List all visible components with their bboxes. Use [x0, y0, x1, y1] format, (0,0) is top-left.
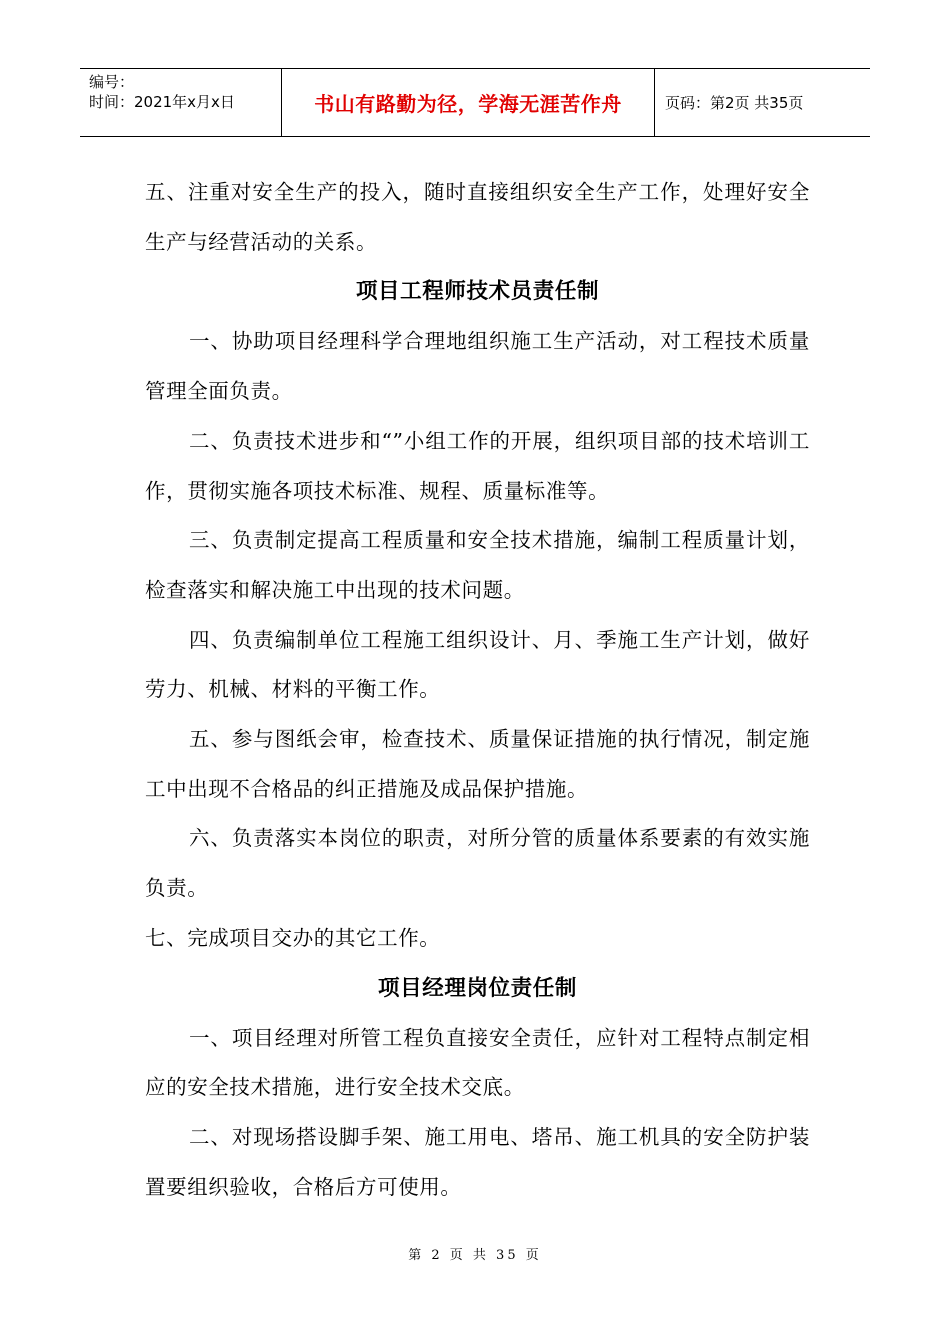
page-footer: 第 2 页 共 35 页	[408, 1248, 542, 1263]
paragraph: 三、负责制定提高工程质量和安全技术措施，编制工程质量计划，检查落实和解决施工中出现的技术问题。	[145, 528, 810, 602]
paragraph: 四、负责编制单位工程施工组织设计、月、季施工生产计划，做好劳力、机械、材料的平衡工作。	[145, 627, 810, 702]
paragraph: 五、参与图纸会审，检查技术、质量保证措施的执行情况，制定施工中出现不合格品的纠正措施及成品保护措施。	[145, 727, 810, 801]
paragraph: 七、完成项目交办的其它工作。	[145, 925, 441, 950]
document-header	[80, 68, 870, 137]
header-time-label: 时间：2021年x月x日	[89, 93, 235, 111]
header-number-label: 编号：	[89, 73, 135, 91]
header-motto: 书山有路勤为径，学海无涯苦作舟	[282, 69, 655, 136]
document-body	[145, 168, 810, 1212]
header-page-info: 页码：第2页 共35页	[665, 94, 804, 112]
paragraph: 二、对现场搭设脚手架、施工用电、塔吊、施工机具的安全防护装置要组织验收，合格后方可使用。	[145, 1124, 810, 1199]
paragraph: 一、协助项目经理科学合理地组织施工生产活动，对工程技术质量管理全面负责。	[145, 329, 810, 404]
paragraph: 一、项目经理对所管工程负直接安全责任，应针对工程特点制定相应的安全技术措施，进行安全技术交底。	[145, 1025, 810, 1100]
header-meta	[80, 69, 282, 136]
section-heading: 项目工程师技术员责任制	[355, 279, 600, 305]
paragraph: 二、负责技术进步和“”小组工作的开展，组织项目部的技术培训工作，贯彻实施各项技术标准、规程、质量标准等。	[145, 428, 810, 503]
paragraph: 六、负责落实本岗位的职责，对所分管的质量体系要素的有效实施负责。	[145, 826, 810, 901]
paragraph: 五、注重对安全生产的投入，随时直接组织安全生产工作，处理好安全生产与经营活动的关系。	[145, 180, 810, 254]
section-heading: 项目经理岗位责任制	[378, 975, 577, 1001]
